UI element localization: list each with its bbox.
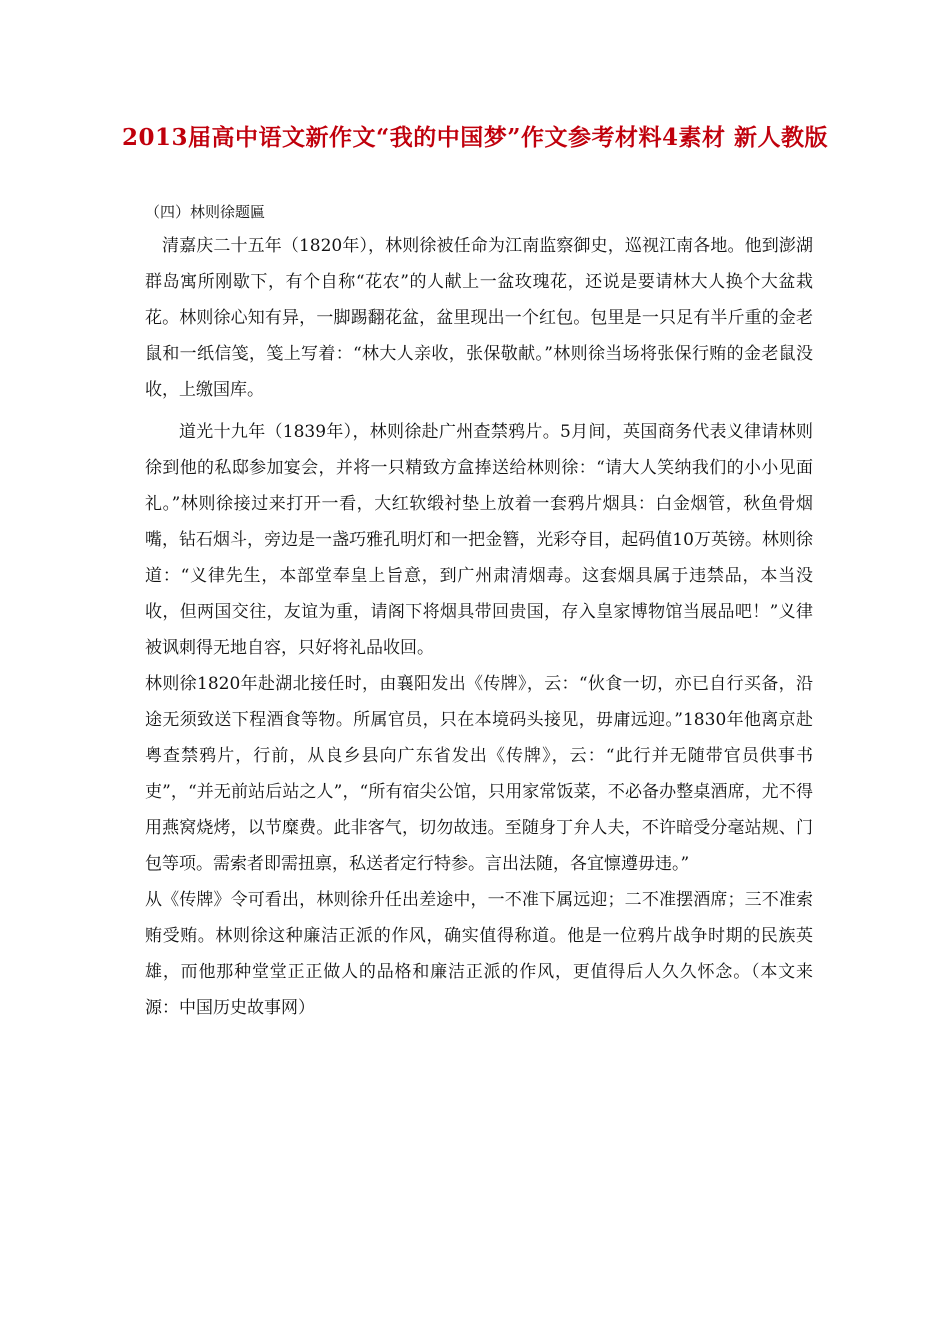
document-body: [145, 200, 813, 1026]
paragraph-2: 道光十九年（1839年），林则徐赴广州查禁鸦片。5月间，英国商务代表义律请林则徐到他的私邸参加宴会，并将一只精致方盒捧送给林则徐：“请大人笑纳我们的小小见面礼。”林则徐接过来打开一看，大红软缎衬垫上放着一套鸦片烟具：白金烟管，秋鱼骨烟嘴，钻石烟斗，旁边是一盏巧雅孔明灯和一把金簪，光彩夺目，起码值10万英镑。林则徐道：“义律先生，本部堂奉皇上旨意，到广州肃清烟毒。这套烟具属于违禁品，本当没收，但两国交往，友谊为重，请阁下将烟具带回贵国，存入皇家博物馆当展品吧！”义律被讽刺得无地自容，只好将礼品收回。: [145, 422, 813, 658]
document-title: 2013届高中语文新作文“我的中国梦”作文参考材料4素材 新人教版: [122, 124, 828, 151]
section-label: （四）林则徐题匾: [145, 203, 266, 221]
paragraph-4: 从《传牌》令可看出，林则徐升任出差途中，一不准下属远迎；二不准摆酒席；三不准索贿受贿。林则徐这种廉洁正派的作风，确实值得称道。他是一位鸦片战争时期的民族英雄，而他那种堂堂正正做人的品格和廉洁正派的作风，更值得后人久久怀念。（本文来源：中国历史故事网）: [145, 890, 813, 1018]
paragraph-3: 林则徐1820年赴湖北接任时，由襄阳发出《传牌》，云：“伙食一切，亦已自行买备，沿途无须致送下程酒食等物。所属官员，只在本境码头接见，毋庸远迎。”1830年他离京赴粤查禁鸦片，行前，从良乡县向广东省发出《传牌》，云：“此行并无随带官员供事书吏”，“并无前站后站之人”，“所有宿尖公馆，只用家常饭菜，不必备办整桌酒席，尤不得用燕窝烧烤，以节糜费。此非客气，切勿故违。至随身丁弁人夫，不许暗受分毫站规、门包等项。需索者即需扭禀，私送者定行特参。言出法随，各宜懔遵毋违。”: [145, 674, 813, 874]
paragraph-1: 清嘉庆二十五年（1820年），林则徐被任命为江南监察御史，巡视江南各地。他到澎湖群岛寓所刚歇下，有个自称“花农”的人献上一盆玫瑰花，还说是要请林大人换个大盆栽花。林则徐心知有异，一脚踢翻花盆，盆里现出一个红包。包里是一只足有半斤重的金老鼠和一纸信笺，笺上写着：“林大人亲收，张保敬献。”林则徐当场将张保行贿的金老鼠没收，上缴国库。: [145, 236, 813, 400]
